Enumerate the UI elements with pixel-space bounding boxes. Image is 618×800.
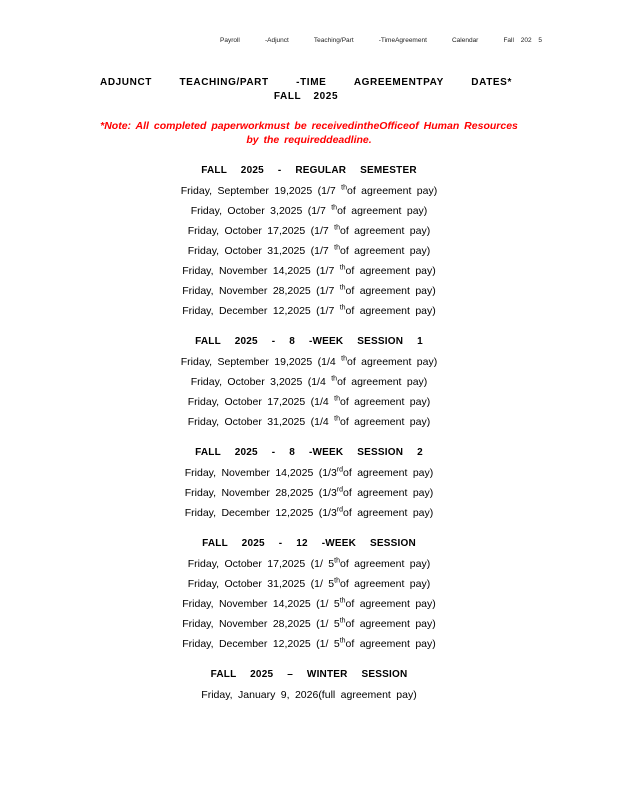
- print-header-token: Fall 202 5: [503, 37, 542, 44]
- ordinal-superscript: th: [334, 577, 340, 585]
- title-token: -TIME: [296, 77, 327, 88]
- pay-section: [0, 160, 618, 321]
- ordinal-superscript: th: [334, 415, 340, 423]
- pay-date-sections: [0, 160, 618, 715]
- pay-date-line: [0, 483, 618, 503]
- title-token: ADJUNCT: [100, 77, 152, 88]
- print-header: [220, 37, 542, 44]
- pay-line-text: Friday, December 12,2025 (1/7: [182, 305, 340, 317]
- ordinal-superscript: th: [339, 284, 346, 292]
- pay-line-text: Friday, November 14,2025 (1/3: [184, 467, 337, 479]
- pay-date-line: [0, 352, 618, 372]
- ordinal-superscript: rd: [336, 486, 344, 494]
- ordinal-superscript: th: [339, 617, 346, 625]
- pay-section: [0, 442, 618, 523]
- pay-line-text: Friday, November 28,2025 (1/3: [184, 487, 337, 499]
- pay-date-line: [0, 614, 618, 634]
- pay-line-text: Friday, October 31,2025 (1/4: [187, 416, 335, 428]
- pay-line-text: of agreement pay): [340, 416, 431, 428]
- pay-line-text: Friday, November 28,2025 (1/7: [182, 285, 340, 297]
- pay-line-text: Friday, September 19,2025 (1/4: [180, 356, 342, 368]
- pay-date-line: [0, 392, 618, 412]
- pay-date-line: [0, 685, 618, 705]
- document-title: [100, 77, 512, 102]
- pay-date-line: [0, 574, 618, 594]
- pay-line-text: of agreement pay): [340, 245, 431, 257]
- pay-line-text: of agreement pay): [345, 638, 436, 650]
- pay-date-line: [0, 261, 618, 281]
- pay-line-text: Friday, September 19,2025 (1/7: [180, 185, 342, 197]
- title-line-1: [100, 77, 512, 88]
- pay-date-line: [0, 554, 618, 574]
- pay-line-text: of agreement pay): [343, 467, 434, 479]
- section-title: FALL 2025 - REGULAR SEMESTER: [201, 165, 417, 176]
- pay-section: [0, 331, 618, 432]
- print-header-token: Teaching/Part: [313, 37, 354, 44]
- pay-line-text: of agreement pay): [340, 225, 431, 237]
- pay-date-line: [0, 594, 618, 614]
- pay-line-text: Friday, October 17,2025 (1/ 5: [187, 558, 335, 570]
- pay-date-line: [0, 503, 618, 523]
- note-line-2: by the requireddeadline.: [246, 134, 372, 146]
- pay-line-text: of agreement pay): [345, 618, 436, 630]
- ordinal-superscript: th: [339, 264, 346, 272]
- ordinal-superscript: th: [339, 597, 346, 605]
- print-header-token: Calendar: [451, 37, 479, 44]
- pay-line-text: of agreement pay): [337, 205, 428, 217]
- title-token: TEACHING/PART: [179, 77, 269, 88]
- pay-line-text: of agreement pay): [345, 598, 436, 610]
- pay-date-line: [0, 201, 618, 221]
- note-line-1: *Note: All completed paperworkmust be receivedintheOfficeof Human Resources: [100, 120, 518, 132]
- ordinal-superscript: th: [339, 304, 346, 312]
- title-token: AGREEMENTPAY: [353, 77, 444, 88]
- title-line-2: FALL 2025: [273, 91, 339, 102]
- pay-date-line: [0, 181, 618, 201]
- pay-line-text: Friday, October 31,2025 (1/ 5: [187, 578, 335, 590]
- pay-line-text: of agreement pay): [347, 185, 438, 197]
- pay-date-line: [0, 241, 618, 261]
- ordinal-superscript: rd: [336, 506, 344, 514]
- pay-line-text: of agreement pay): [340, 558, 431, 570]
- pay-date-line: [0, 634, 618, 654]
- pay-line-text: of agreement pay): [345, 265, 436, 277]
- section-title: FALL 2025 - 8 -WEEK SESSION 2: [195, 447, 423, 458]
- pay-line-text: Friday, October 31,2025 (1/7: [187, 245, 335, 257]
- ordinal-superscript: th: [331, 375, 338, 383]
- ordinal-superscript: th: [339, 637, 346, 645]
- ordinal-superscript: th: [334, 557, 340, 565]
- pay-date-line: [0, 281, 618, 301]
- pay-line-text: Friday, October 3,2025 (1/4: [190, 376, 332, 388]
- pay-section: [0, 664, 618, 705]
- pay-line-text: Friday, November 28,2025 (1/ 5: [182, 618, 340, 630]
- pay-line-text: of agreement pay): [340, 396, 431, 408]
- pay-line-text: of agreement pay): [345, 305, 436, 317]
- pay-line-text: Friday, January 9, 2026(full agreement pay): [201, 689, 417, 701]
- print-header-token: Payroll: [220, 37, 240, 44]
- ordinal-superscript: th: [334, 395, 340, 403]
- pay-line-text: Friday, November 14,2025 (1/ 5: [182, 598, 340, 610]
- pay-line-text: of agreement pay): [337, 376, 428, 388]
- hr-deadline-note: [0, 119, 618, 147]
- pay-date-line: [0, 301, 618, 321]
- pay-line-text: of agreement pay): [347, 356, 438, 368]
- pay-line-text: of agreement pay): [345, 285, 436, 297]
- pay-date-line: [0, 372, 618, 392]
- pay-line-text: Friday, October 17,2025 (1/4: [187, 396, 335, 408]
- ordinal-superscript: th: [334, 244, 340, 252]
- ordinal-superscript: th: [334, 224, 340, 232]
- ordinal-superscript: th: [331, 204, 338, 212]
- print-header-token: -TimeAgreement: [378, 37, 427, 44]
- pay-line-text: of agreement pay): [340, 578, 431, 590]
- pay-date-line: [0, 412, 618, 432]
- pay-line-text: Friday, October 3,2025 (1/7: [190, 205, 332, 217]
- section-title: FALL 2025 - 12 -WEEK SESSION: [202, 538, 416, 549]
- pay-line-text: Friday, December 12,2025 (1/ 5: [182, 638, 340, 650]
- ordinal-superscript: th: [341, 355, 347, 363]
- section-title: FALL 2025 - 8 -WEEK SESSION 1: [195, 336, 423, 347]
- ordinal-superscript: rd: [336, 466, 344, 474]
- pay-line-text: Friday, December 12,2025 (1/3: [184, 507, 337, 519]
- pay-line-text: of agreement pay): [343, 487, 434, 499]
- pay-section: [0, 533, 618, 654]
- print-header-token: -Adjunct: [264, 37, 289, 44]
- section-title: FALL 2025 – WINTER SESSION: [210, 669, 408, 680]
- pay-date-line: [0, 221, 618, 241]
- pay-date-line: [0, 463, 618, 483]
- title-token: DATES*: [471, 77, 512, 88]
- pay-line-text: Friday, November 14,2025 (1/7: [182, 265, 340, 277]
- pay-line-text: of agreement pay): [343, 507, 434, 519]
- ordinal-superscript: th: [341, 184, 347, 192]
- pay-line-text: Friday, October 17,2025 (1/7: [187, 225, 335, 237]
